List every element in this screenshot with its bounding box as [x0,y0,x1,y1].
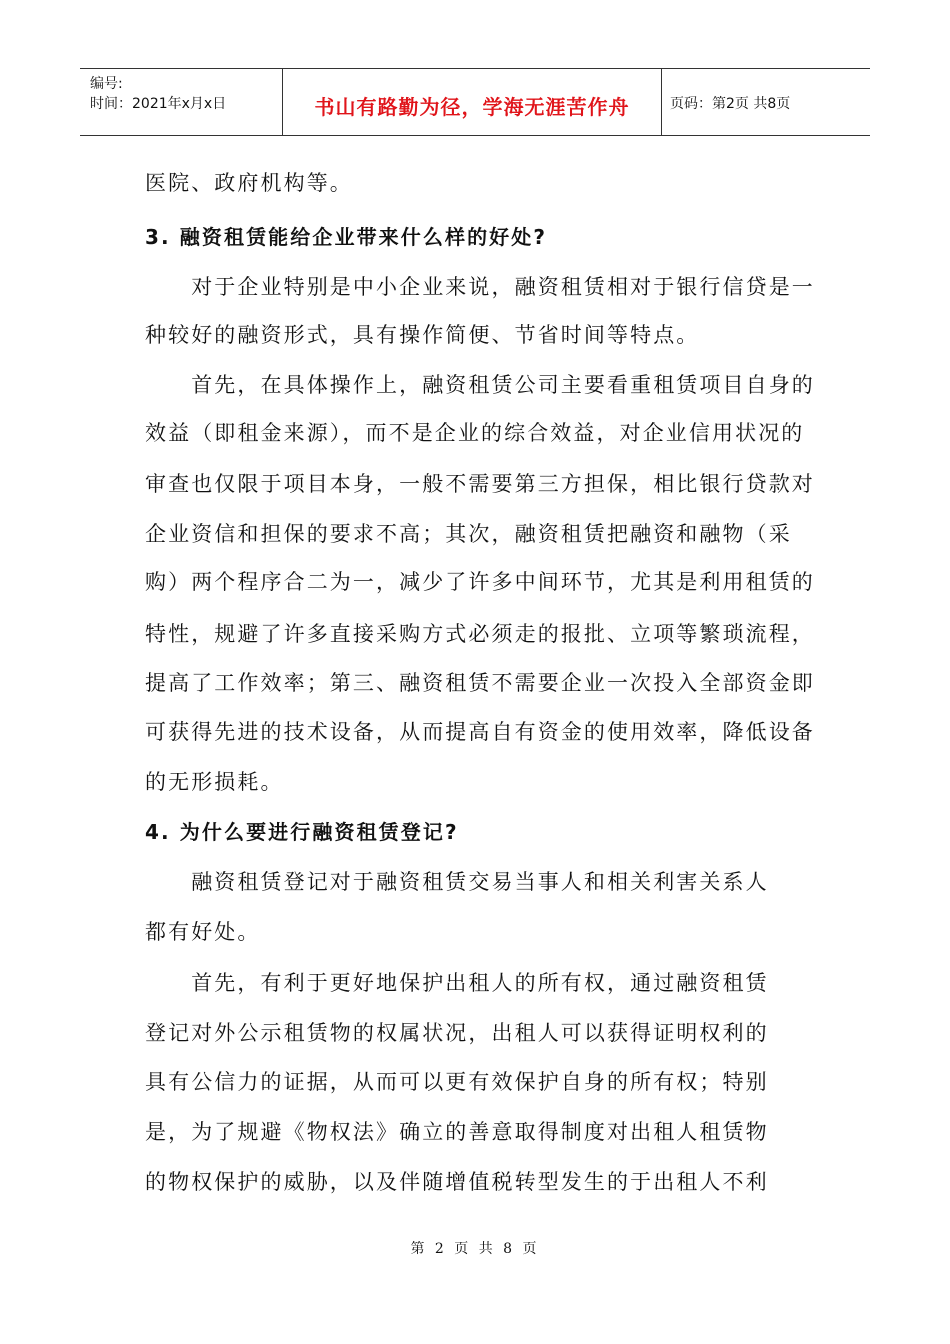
body-line: 的物权保护的威胁，以及伴随增值税转型发生的于出租人不利 [145,1170,769,1194]
body-line: 医院、政府机构等。 [145,171,353,195]
body-line: 特性，规避了许多直接采购方式必须走的报批、立项等繁琐流程， [145,622,815,646]
document-header [80,68,870,136]
body-line: 都有好处。 [145,920,261,944]
body-line: 提高了工作效率；第三、融资租赁不需要企业一次投入全部资金即 [145,671,815,695]
body-line: 首先，有利于更好地保护出租人的所有权，通过融资租赁 [145,971,769,995]
page-footer: 第 2 页 共 8 页 [410,1241,540,1257]
body-line: 审查也仅限于项目本身，一般不需要第三方担保，相比银行贷款对 [145,472,815,496]
header-page-info: 页码：第2页 共8页 [670,96,791,112]
body-line: 融资租赁登记对于融资租赁交易当事人和相关利害关系人 [145,870,769,894]
body-line: 首先，在具体操作上，融资租赁公司主要看重租赁项目自身的 [145,373,815,397]
document-date: 时间：2021年x月x日 [90,96,227,112]
body-line: 具有公信力的证据，从而可以更有效保护自身的所有权；特别 [145,1070,769,1094]
body-line: 种较好的融资形式，具有操作简便、节省时间等特点。 [145,323,700,347]
body-line: 企业资信和担保的要求不高；其次，融资租赁把融资和融物（采 [145,522,792,546]
section-heading: 4. 为什么要进行融资租赁登记? [145,820,459,844]
header-right-cell [662,69,870,135]
body-line: 可获得先进的技术设备，从而提高自有资金的使用效率，降低设备 [145,720,815,744]
body-line: 登记对外公示租赁物的权属状况，出租人可以获得证明权利的 [145,1021,769,1045]
body-line: 效益（即租金来源），而不是企业的综合效益，对企业信用状况的 [145,421,805,445]
header-left-cell [80,69,283,135]
document-number-label: 编号: [90,76,123,92]
body-line: 是，为了规避《物权法》确立的善意取得制度对出租人租赁物 [145,1120,769,1144]
body-line: 的无形损耗。 [145,770,284,794]
body-line: 购）两个程序合二为一，减少了许多中间环节，尤其是利用租赁的 [145,570,815,594]
header-motto: 书山有路勤为径，学海无涯苦作舟 [314,95,630,119]
body-line: 对于企业特别是中小企业来说，融资租赁相对于银行信贷是一 [145,275,815,299]
section-heading: 3. 融资租赁能给企业带来什么样的好处? [145,225,548,249]
header-middle-cell [283,69,662,135]
